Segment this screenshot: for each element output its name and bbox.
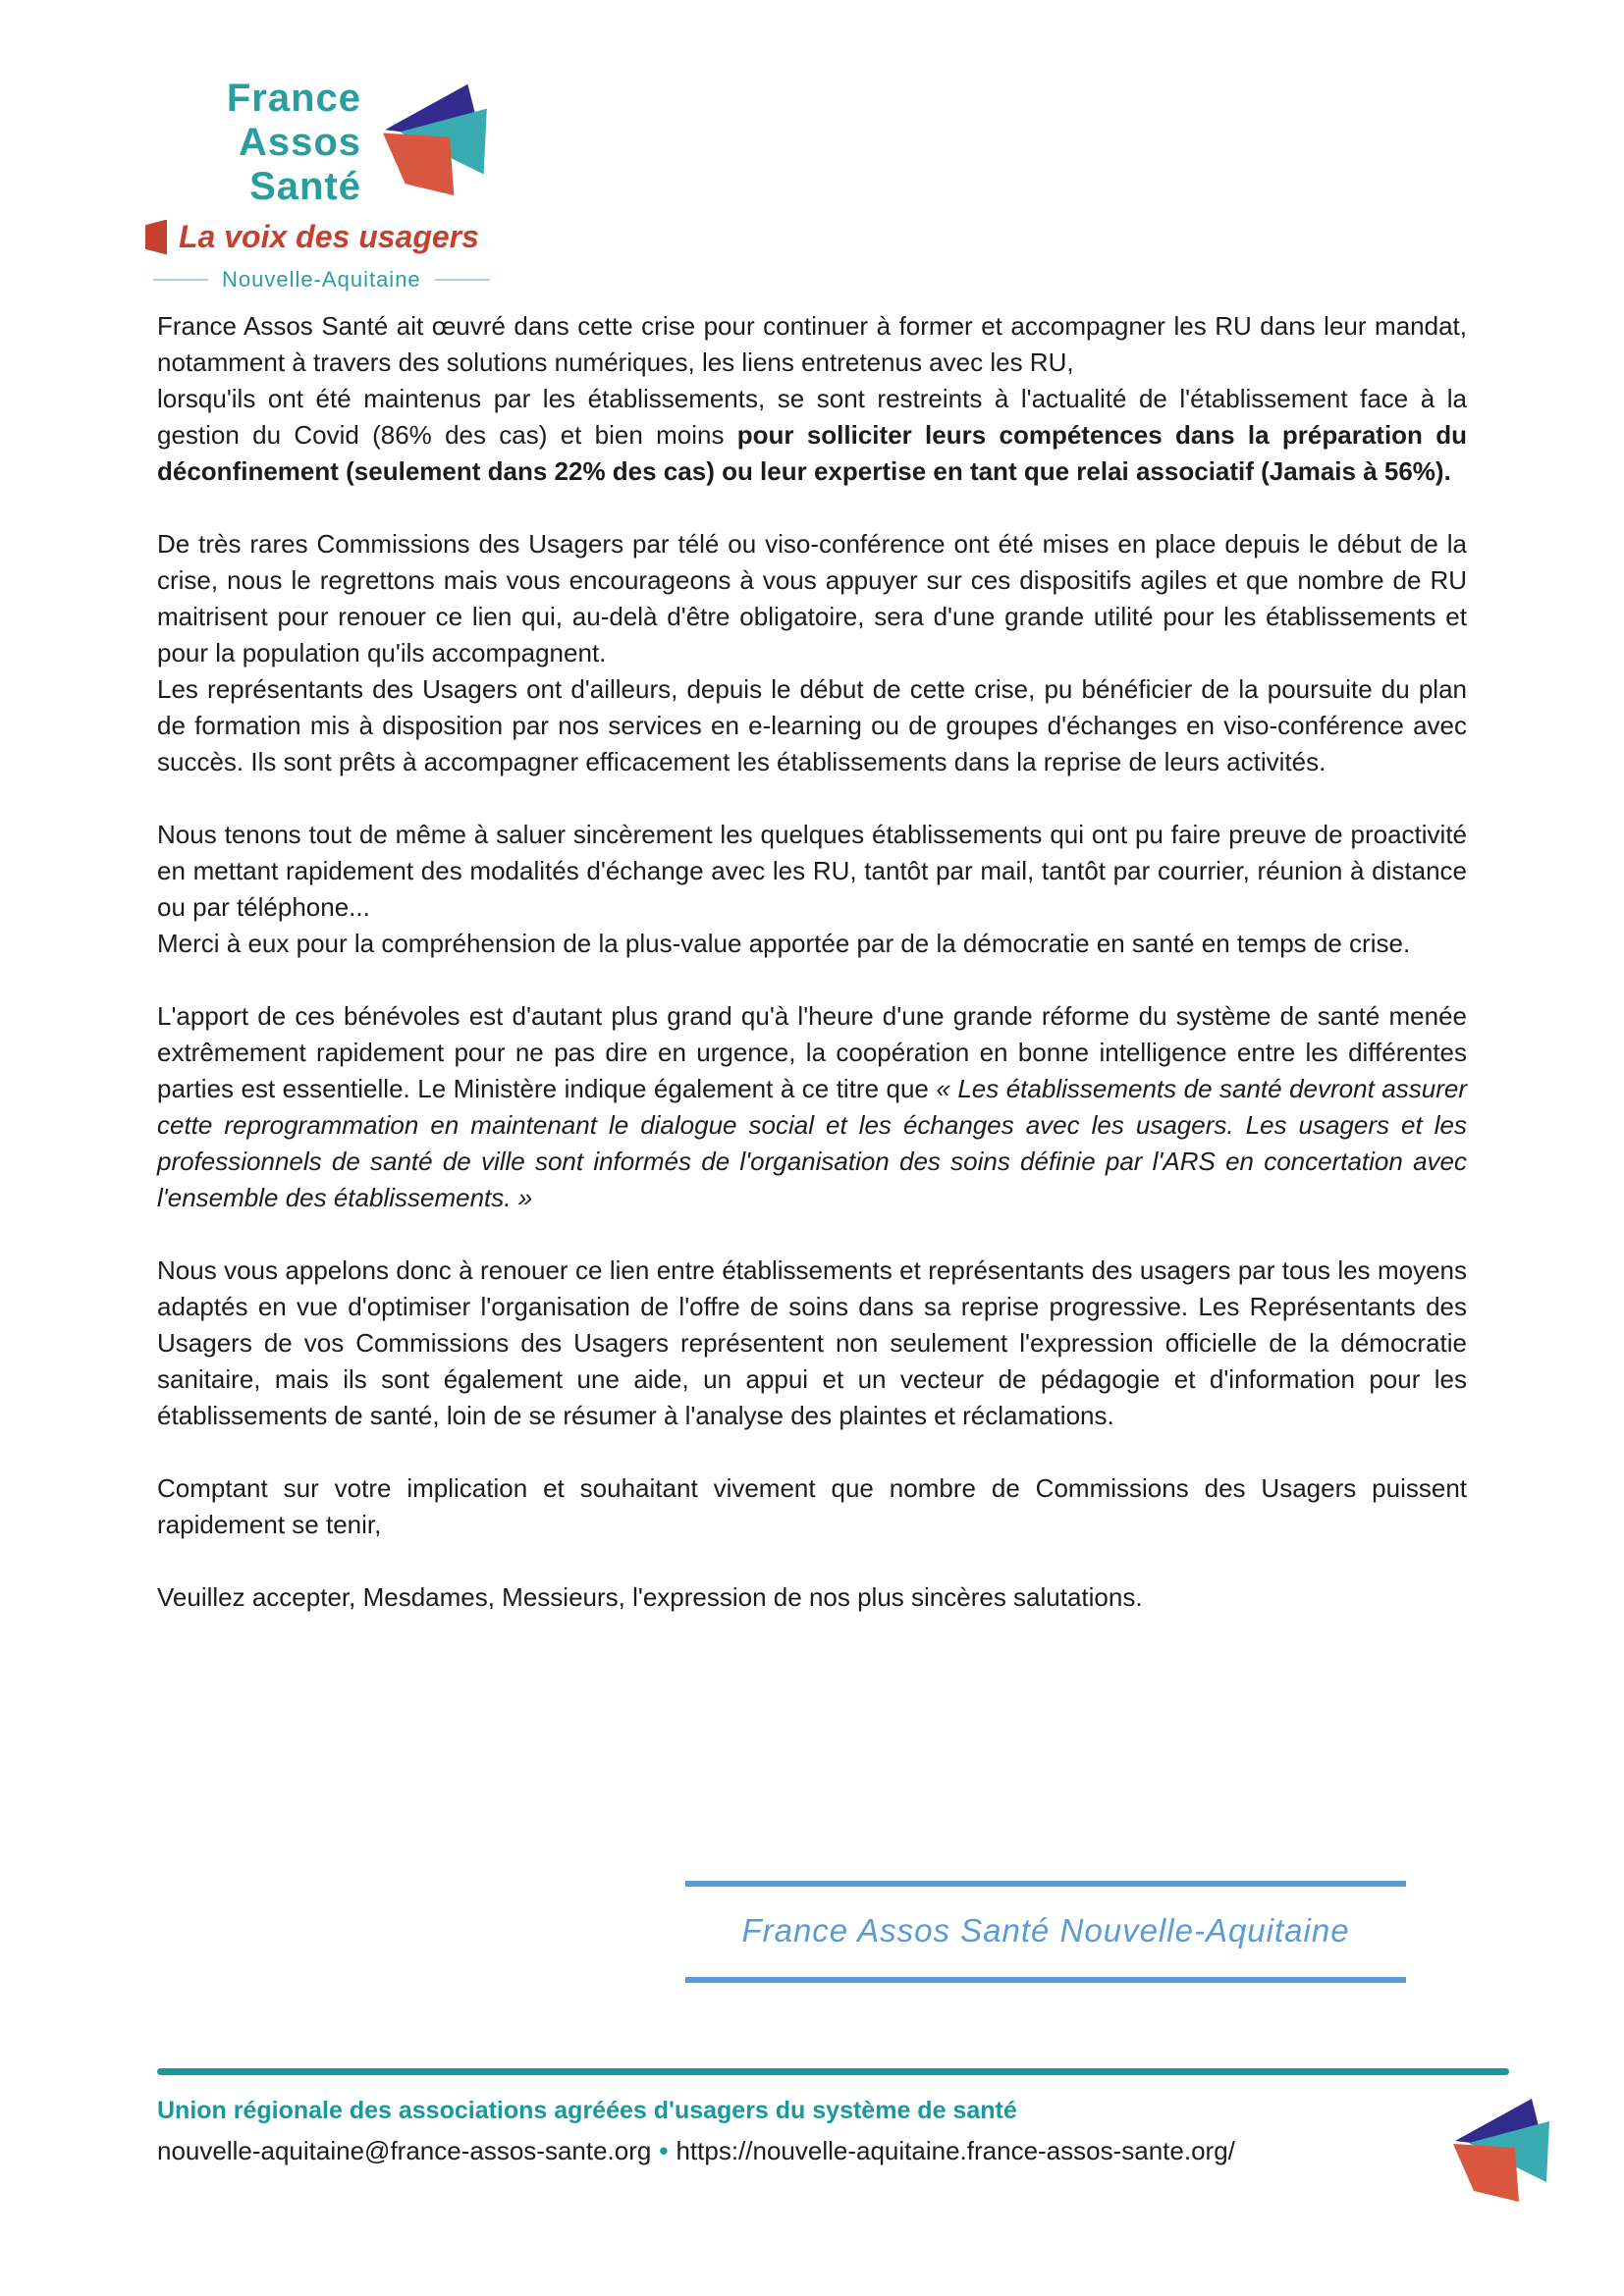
paragraph — [157, 1470, 1467, 1543]
footer-bullet-separator: • — [659, 2136, 669, 2165]
paragraph — [157, 817, 1467, 962]
footer-email: nouvelle-aquitaine@france-assos-sante.org — [157, 2136, 652, 2165]
region-text: Nouvelle-Aquitaine — [222, 267, 421, 292]
paragraph — [157, 1579, 1467, 1616]
paragraph-run: Merci à eux pour la compréhension de la plus-value apportée par de la démocratie en santé en temps de crise. — [157, 929, 1411, 958]
brand-tagline — [137, 219, 490, 255]
paragraph-run: Nous tenons tout de même à saluer sincèrement les quelques établissements qui ont pu faire preuve de proactivité en mettant rapidement des modalités d'échange avec les RU, tantôt par mail, tantôt par courrier, réunion à distance ou par téléphone... — [157, 820, 1467, 922]
paragraph-run: pour solliciter leurs compétences dans la préparation du déconfinement (seulement dans 22% des cas) ou leur expertise en tant que relai associatif (Jamais à 56%). — [157, 420, 1467, 486]
brand-logo — [137, 77, 490, 293]
brand-line-france: France — [226, 77, 361, 120]
brand-wordmark — [137, 77, 361, 209]
paragraph-run: De très rares Commissions des Usagers par télé ou viso-conférence ont été mises en place depuis le début de la crise, nous le regrettons mais vous encourageons à vous appuyer sur ces dispositifs agiles et que nombre de RU maitrisent pour renouer ce lien qui, au-delà d'être obligatoire, sera d'une grande utilité pour les établissements et pour la population qu'ils accompagnent. — [157, 529, 1467, 667]
signature-block — [685, 1881, 1406, 1983]
paragraph-run: « Les établissements de santé devront assurer cette reprogrammation en maintenant le dialogue social et les échanges avec les usagers. Les usagers et les professionnels de santé de ville sont informés de l'organisation des soins définie par l'ARS en concertation avec l'ensemble des établissements. » — [157, 1074, 1467, 1212]
paragraph — [157, 998, 1467, 1216]
footer-contact-line — [157, 2136, 1235, 2166]
paragraph-run: lorsqu'ils ont été maintenus par les établissements, se sont restreints à l'actualité de l'établissement face à la gestion du Covid (86% des cas) et bien moins — [157, 384, 1467, 450]
brand-region — [137, 267, 490, 293]
brand-line-sante: Santé — [249, 165, 361, 208]
paragraph-run: Les représentants des Usagers ont d'ailleurs, depuis le début de cette crise, pu bénéficier de la poursuite du plan de formation mis à disposition par nos services en e-learning ou de groupes d'échanges en viso-conférence avec succès. Ils sont prêts à accompagner efficacement les établissements dans la reprise de leurs activités. — [157, 674, 1467, 776]
paragraph-run: Veuillez accepter, Mesdames, Messieurs, l'expression de nos plus sincères salutations. — [157, 1582, 1143, 1612]
paragraph-run: France Assos Santé ait œuvré dans cette crise pour continuer à former et accompagner les RU dans leur mandat, notamment à travers des solutions numériques, les liens entretenus avec les RU, — [157, 311, 1467, 377]
footer-org-line: Union régionale des associations agréées d'usagers du système de santé — [157, 2097, 1017, 2124]
brand-logo-top — [137, 77, 490, 209]
letter-body — [157, 308, 1467, 1652]
brand-line-assos: Assos — [238, 121, 361, 164]
region-dash-left — [153, 279, 208, 281]
paragraph — [157, 1253, 1467, 1434]
footer-url: https://nouvelle-aquitaine.france-assos-sante.org/ — [676, 2136, 1235, 2165]
region-dash-right — [435, 279, 490, 281]
paragraph — [157, 526, 1467, 780]
paragraph — [157, 308, 1467, 490]
triple-flag-mark-icon — [383, 79, 489, 202]
paragraph-run: Comptant sur votre implication et souhaitant vivement que nombre de Commissions des Usagers puissent rapidement se tenir, — [157, 1473, 1467, 1539]
footer-triple-flag-mark-icon — [1453, 2095, 1551, 2207]
paragraph-run: L'apport de ces bénévoles est d'autant plus grand qu'à l'heure d'une grande réforme du système de santé menée extrêmement rapidement pour ne pas dire en urgence, la coopération en bonne intelligence entre les différentes parties est essentielle. Le Ministère indique également à ce titre que — [157, 1001, 1467, 1103]
tagline-text: La voix des usagers — [179, 219, 479, 254]
paragraph-run: Nous vous appelons donc à renouer ce lien entre établissements et représentants des usagers par tous les moyens adaptés en vue d'optimiser l'organisation de l'offre de soins dans sa reprise progressive. Les Représentants des Usagers de vos Commissions des Usagers représentent non seulement l'expression officielle de la démocratie sanitaire, mais ils sont également une aide, un appui et un vecteur de pédagogie et d'information pour les établissements de santé, loin de se résumer à l'analyse des plaintes et réclamations. — [157, 1255, 1467, 1430]
signature-text: France Assos Santé Nouvelle-Aquitaine — [741, 1912, 1350, 1949]
footer-rule — [157, 2068, 1509, 2075]
tagline-flag-icon — [145, 220, 167, 255]
